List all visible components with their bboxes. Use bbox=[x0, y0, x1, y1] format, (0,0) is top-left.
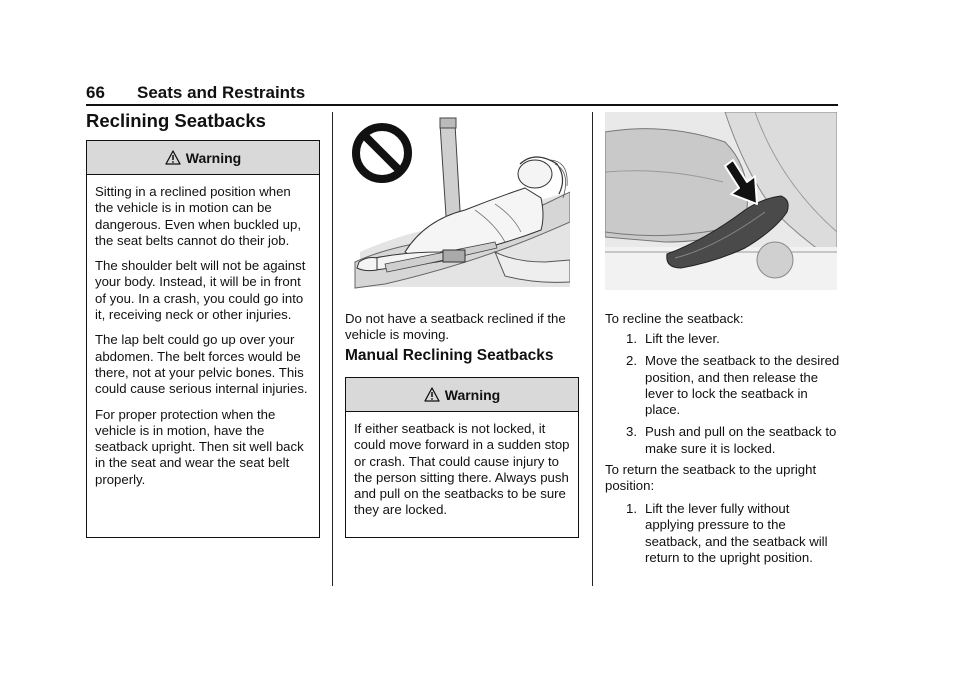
step-text: Move the seatback to the desired position, and then release the lever to lock the seatback in place. bbox=[645, 353, 840, 418]
warning-paragraph: Sitting in a reclined position when the vehicle is in motion can be dangerous. Even when buckled up, the seat belts cannot do their job. bbox=[95, 184, 302, 248]
step-number: 1. bbox=[626, 501, 637, 516]
warning-icon bbox=[165, 150, 181, 165]
illustration-reclined-occupant bbox=[345, 112, 570, 290]
warning-body bbox=[87, 175, 319, 488]
warning-box-1 bbox=[86, 140, 320, 538]
recline-intro: To recline the seatback: bbox=[605, 311, 744, 326]
column-divider-1 bbox=[332, 112, 333, 586]
return-steps bbox=[605, 501, 840, 572]
warning-paragraph: If either seatback is not locked, it could move forward in a sudden stop or crash. That could cause injury to the person sitting there. Always push and pull on the seatbacks to be sure they are locked. bbox=[354, 421, 570, 518]
step-number: 1. bbox=[626, 331, 637, 346]
recline-steps bbox=[605, 331, 840, 463]
list-item bbox=[605, 424, 840, 457]
return-intro: To return the seatback to the upright position: bbox=[605, 462, 817, 494]
heading-manual-reclining: Manual Reclining Seatbacks bbox=[345, 347, 554, 364]
step-text: Lift the lever. bbox=[645, 331, 720, 346]
warning-header bbox=[346, 378, 578, 412]
step-text: Push and pull on the seatback to make sure it is locked. bbox=[645, 424, 837, 456]
warning-paragraph: The shoulder belt will not be against your body. Instead, it will be in front of you. In a crash, you could go into it, receiving neck or other injuries. bbox=[95, 258, 306, 323]
section-title: Seats and Restraints bbox=[137, 83, 306, 102]
warning-header bbox=[87, 141, 319, 175]
warning-paragraph: For proper protection when the vehicle is in motion, have the seatback upright. Then sit well back in the seat and wear the seat belt properly. bbox=[95, 406, 304, 487]
heading-reclining-seatbacks: Reclining Seatbacks bbox=[86, 110, 266, 131]
list-item bbox=[605, 331, 840, 347]
warning-icon bbox=[424, 387, 440, 402]
list-item bbox=[605, 353, 840, 418]
warning-paragraph: The lap belt could go up over your abdomen. The belt forces would be there, not at your pelvic bones. This could cause serious internal injuries. bbox=[95, 332, 308, 397]
warning-box-2 bbox=[345, 377, 579, 538]
warning-title: Warning bbox=[444, 386, 501, 403]
warning-body bbox=[346, 412, 578, 519]
column-divider-2 bbox=[592, 112, 593, 586]
step-text: Lift the lever fully without applying pressure to the seatback, and the seatback will return to the upright position. bbox=[645, 501, 828, 565]
page-number: 66 bbox=[86, 83, 105, 102]
list-item bbox=[605, 501, 840, 566]
illustration-seat-lever bbox=[605, 112, 837, 290]
warning-title: Warning bbox=[185, 149, 242, 166]
step-number: 3. bbox=[626, 424, 637, 440]
step-number: 2. bbox=[626, 353, 637, 369]
prohibition-icon bbox=[356, 127, 408, 179]
caption-reclined: Do not have a seatback reclined if the vehicle is moving. bbox=[345, 311, 566, 343]
header-rule bbox=[86, 104, 838, 106]
